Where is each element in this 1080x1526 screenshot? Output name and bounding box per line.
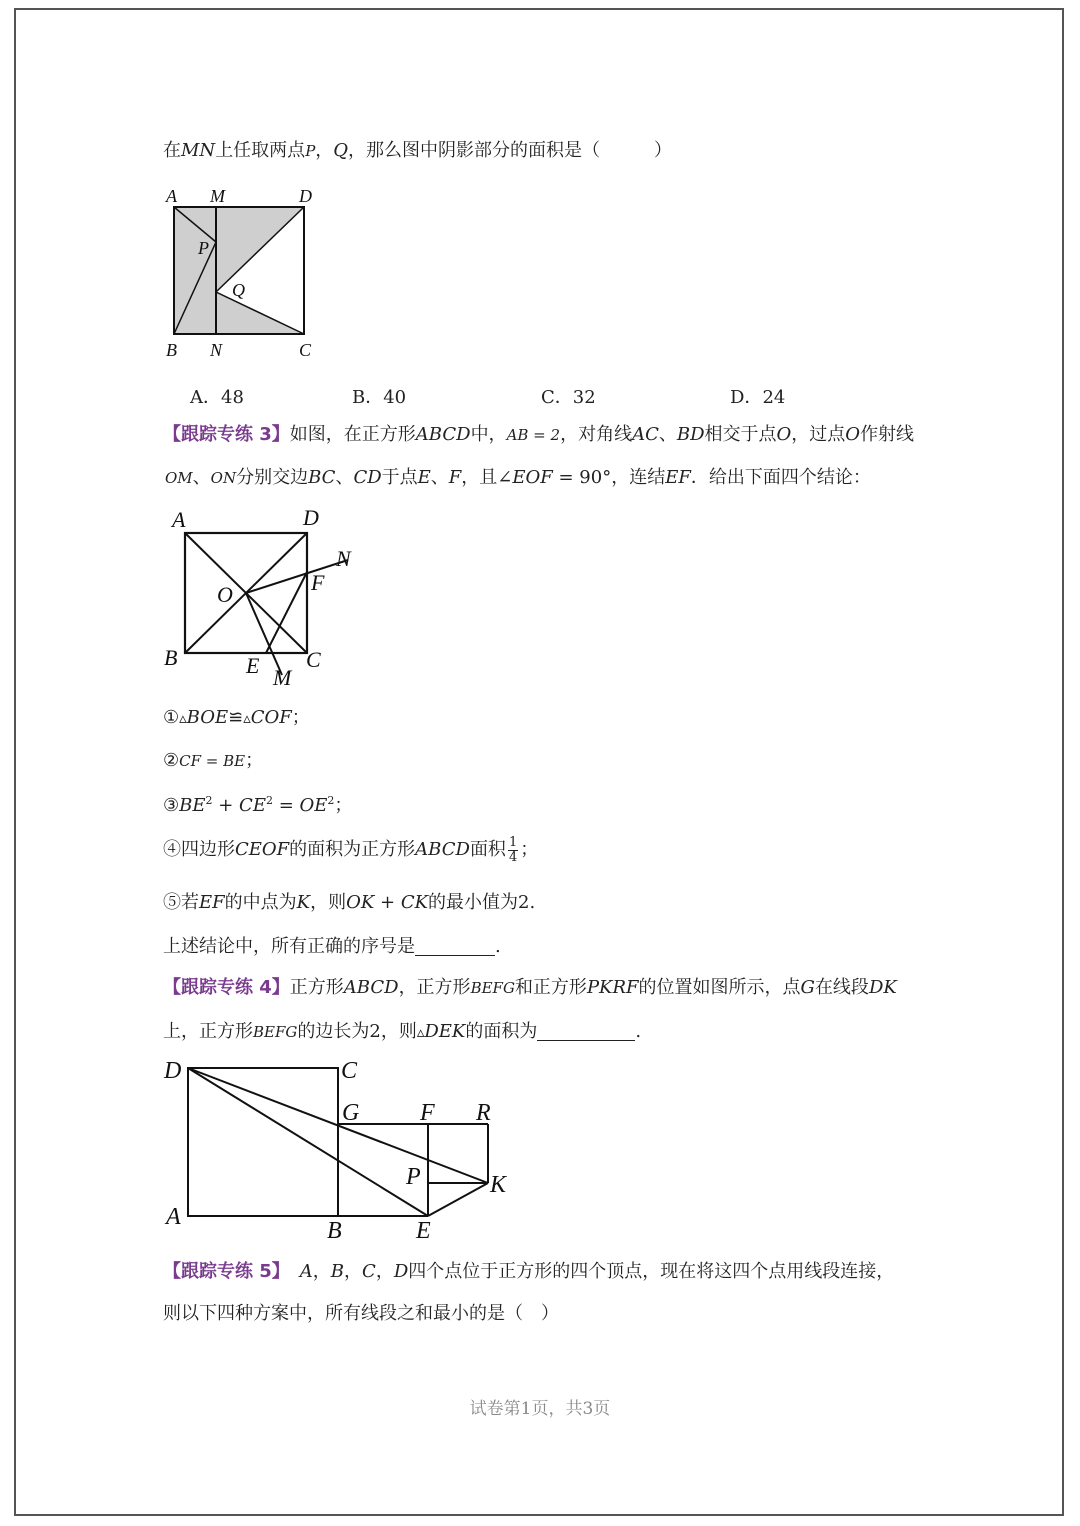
math: BC (308, 467, 336, 488)
math: CF = BE (179, 752, 246, 770)
option-value: 24 (762, 387, 786, 408)
text: 2 (369, 1021, 381, 1042)
math: OE (299, 795, 328, 816)
label-C: C (306, 647, 321, 672)
text: 相交于点 (704, 424, 777, 445)
text: 、 (335, 467, 354, 488)
label-F: F (311, 570, 325, 595)
math: CD (353, 467, 382, 488)
ex3-conclusion-4 (163, 836, 538, 864)
text: ① (163, 707, 180, 728)
text: 2 (265, 794, 273, 807)
label-M: M (273, 665, 292, 690)
math: AC (632, 424, 659, 445)
math: EF (665, 467, 691, 488)
q-top-line1 (163, 142, 672, 160)
ex3-conclusion-1 (163, 709, 310, 727)
text: ④ (163, 839, 181, 861)
text: ； (245, 750, 264, 771)
text: = (272, 795, 300, 816)
label-E: E (416, 1218, 431, 1244)
math: BEFG (253, 1023, 298, 1041)
answer-blank[interactable] (415, 937, 495, 956)
text: 1 (508, 835, 518, 850)
text: ，正方形 (398, 977, 471, 998)
ex4-line2 (163, 1022, 641, 1041)
label-C: C (299, 340, 312, 360)
text: 上任取两点 (215, 140, 306, 161)
math: OK + CK (346, 892, 429, 913)
label-O: O (217, 582, 233, 607)
text: 若 (181, 892, 199, 913)
math: CEOF (235, 839, 290, 861)
text: ⑤ (163, 892, 181, 913)
text: + (212, 795, 240, 816)
text: . (495, 936, 501, 957)
math: AB = 2 (506, 426, 561, 444)
text: 、 (192, 467, 211, 488)
text: 正方形 (289, 977, 344, 998)
option-value: 32 (572, 387, 596, 408)
text: 2 (205, 794, 213, 807)
math: A (299, 1261, 313, 1282)
ex3-conclusion-3 (163, 795, 352, 815)
math: ABCD (415, 424, 471, 445)
option-letter: A． (190, 387, 221, 408)
math: ABCD (343, 977, 399, 998)
text: 的中点为 (224, 892, 297, 913)
ex3-conclusion-2 (163, 752, 263, 770)
math: O (776, 424, 792, 445)
text: 的位置如图所示，点 (638, 977, 801, 998)
option-c (541, 383, 596, 409)
label-B: B (164, 645, 178, 670)
math: G (800, 977, 815, 998)
text: 分别交边 (236, 467, 309, 488)
label-N: N (336, 546, 351, 571)
text: ② (163, 750, 180, 771)
text: ， (315, 140, 334, 161)
text: ， (375, 1261, 394, 1282)
label-D: D (299, 186, 312, 206)
math: ON (210, 469, 237, 487)
text: 于点 (381, 467, 418, 488)
option-letter: B． (352, 387, 384, 408)
text: 、 (430, 467, 449, 488)
label-Q: Q (232, 280, 245, 300)
ex3-line2 (165, 469, 871, 487)
exercise-tag: 【跟踪专练 4】 (163, 977, 290, 998)
math-p: P (305, 142, 316, 160)
label-K: K (490, 1172, 507, 1198)
text: 的面积为 (465, 1021, 538, 1042)
label-E: E (246, 653, 260, 678)
math: OM (165, 469, 193, 487)
figure-square-shaded (160, 180, 330, 365)
text: 、 (658, 424, 677, 445)
text: ， (312, 1261, 331, 1282)
text: ③ (163, 795, 180, 816)
math: BD (676, 424, 705, 445)
math-mn: MN (181, 140, 216, 161)
text: ，过点 (791, 424, 846, 445)
math: B (330, 1261, 345, 1282)
label-P: P (198, 238, 209, 258)
math-q: Q (333, 140, 349, 161)
option-value: 48 (221, 387, 244, 408)
text: ▵ (179, 709, 187, 727)
math: O (845, 424, 861, 445)
text: ，则 (310, 892, 347, 913)
text: 的面积为正方形 (289, 839, 416, 861)
text: ； (334, 795, 353, 816)
math: CE (239, 795, 266, 816)
text: ．给出下面四个结论： (690, 467, 871, 488)
math: BOE (186, 707, 229, 728)
exercise-tag: 【跟踪专练 3】 (163, 424, 290, 445)
text: 如图，在正方形 (289, 424, 416, 445)
text: ▵ (416, 1023, 425, 1041)
fraction-one-quarter (508, 836, 518, 864)
option-b (352, 383, 406, 409)
text: 的边长为 (297, 1021, 370, 1042)
math: ABCD (415, 839, 470, 861)
text: ； (291, 707, 310, 728)
label-D: D (164, 1058, 182, 1084)
text: ，对角线 (560, 424, 633, 445)
math: DEK (424, 1021, 466, 1042)
label-A: A (172, 507, 186, 532)
text: 面积 (469, 839, 506, 861)
math: K (296, 892, 311, 913)
text: ▵ (243, 709, 251, 727)
answer-blank[interactable] (537, 1022, 635, 1041)
text: 在 (163, 140, 181, 161)
text: 2 (327, 794, 335, 807)
label-B: B (327, 1218, 342, 1244)
text: 中， (470, 424, 507, 445)
math: BEFG (470, 979, 515, 997)
ex3-summary (163, 937, 501, 956)
label-G: G (342, 1100, 360, 1126)
math: D (393, 1261, 409, 1282)
ex3-line1 (163, 426, 914, 444)
math: DK (868, 977, 897, 998)
text: 上述结论中，所有正确的序号是 (163, 936, 415, 957)
text: 的最小值为 (428, 892, 519, 913)
text: ； (520, 839, 539, 861)
math: EF (199, 892, 225, 913)
label-P: P (406, 1164, 421, 1190)
label-C: C (341, 1058, 358, 1084)
text: 四个点位于正方形的四个顶点，现在将这四个点用线段连接， (408, 1261, 895, 1282)
text: 和正方形 (514, 977, 587, 998)
option-value: 40 (383, 387, 407, 408)
option-d (730, 383, 785, 409)
text: 上，正方形 (163, 1021, 253, 1042)
figure-three-squares (160, 1050, 530, 1250)
label-D: D (303, 505, 319, 530)
label-M: M (210, 186, 225, 206)
text: 2. (518, 892, 536, 913)
text: 作射线 (860, 424, 915, 445)
text: . (635, 1021, 642, 1042)
exercise-tag: 【跟踪专练 5】 (163, 1261, 290, 1282)
text: ，连结 (611, 467, 666, 488)
text: ， (344, 1261, 363, 1282)
ex5-line1 (163, 1263, 894, 1281)
math: C (362, 1261, 376, 1282)
option-letter: D． (730, 387, 763, 408)
label-B: B (166, 340, 177, 360)
math: F (448, 467, 462, 488)
page-footer: 试卷第1页，共3页 (469, 1399, 611, 1419)
math: PKRF (586, 977, 639, 998)
option-letter: C． (541, 387, 573, 408)
math: = 90° (552, 467, 612, 488)
math: COF (250, 707, 292, 728)
label-A: A (166, 1204, 181, 1230)
label-A: A (166, 186, 177, 206)
label-N: N (210, 340, 223, 360)
label-F: F (420, 1100, 435, 1126)
text: ≌ (228, 707, 244, 728)
math: E (417, 467, 431, 488)
text: 在线段 (814, 977, 869, 998)
label-R: R (476, 1100, 491, 1126)
figure-square-rays (160, 500, 370, 695)
text: ，则 (380, 1021, 417, 1042)
ex5-line2: 则以下四种方案中，所有线段之和最小的是（ ） (163, 1303, 559, 1324)
text: ，那么图中阴影部分的面积是（ ） (348, 140, 673, 161)
ex4-line1 (163, 979, 897, 997)
math: BE (179, 795, 206, 816)
text: 4 (508, 849, 518, 865)
text: ，且∠ (461, 467, 513, 488)
text: 四边形 (181, 839, 235, 861)
ex3-conclusion-5 (163, 894, 535, 912)
math: EOF (512, 467, 553, 488)
option-a (190, 383, 244, 409)
